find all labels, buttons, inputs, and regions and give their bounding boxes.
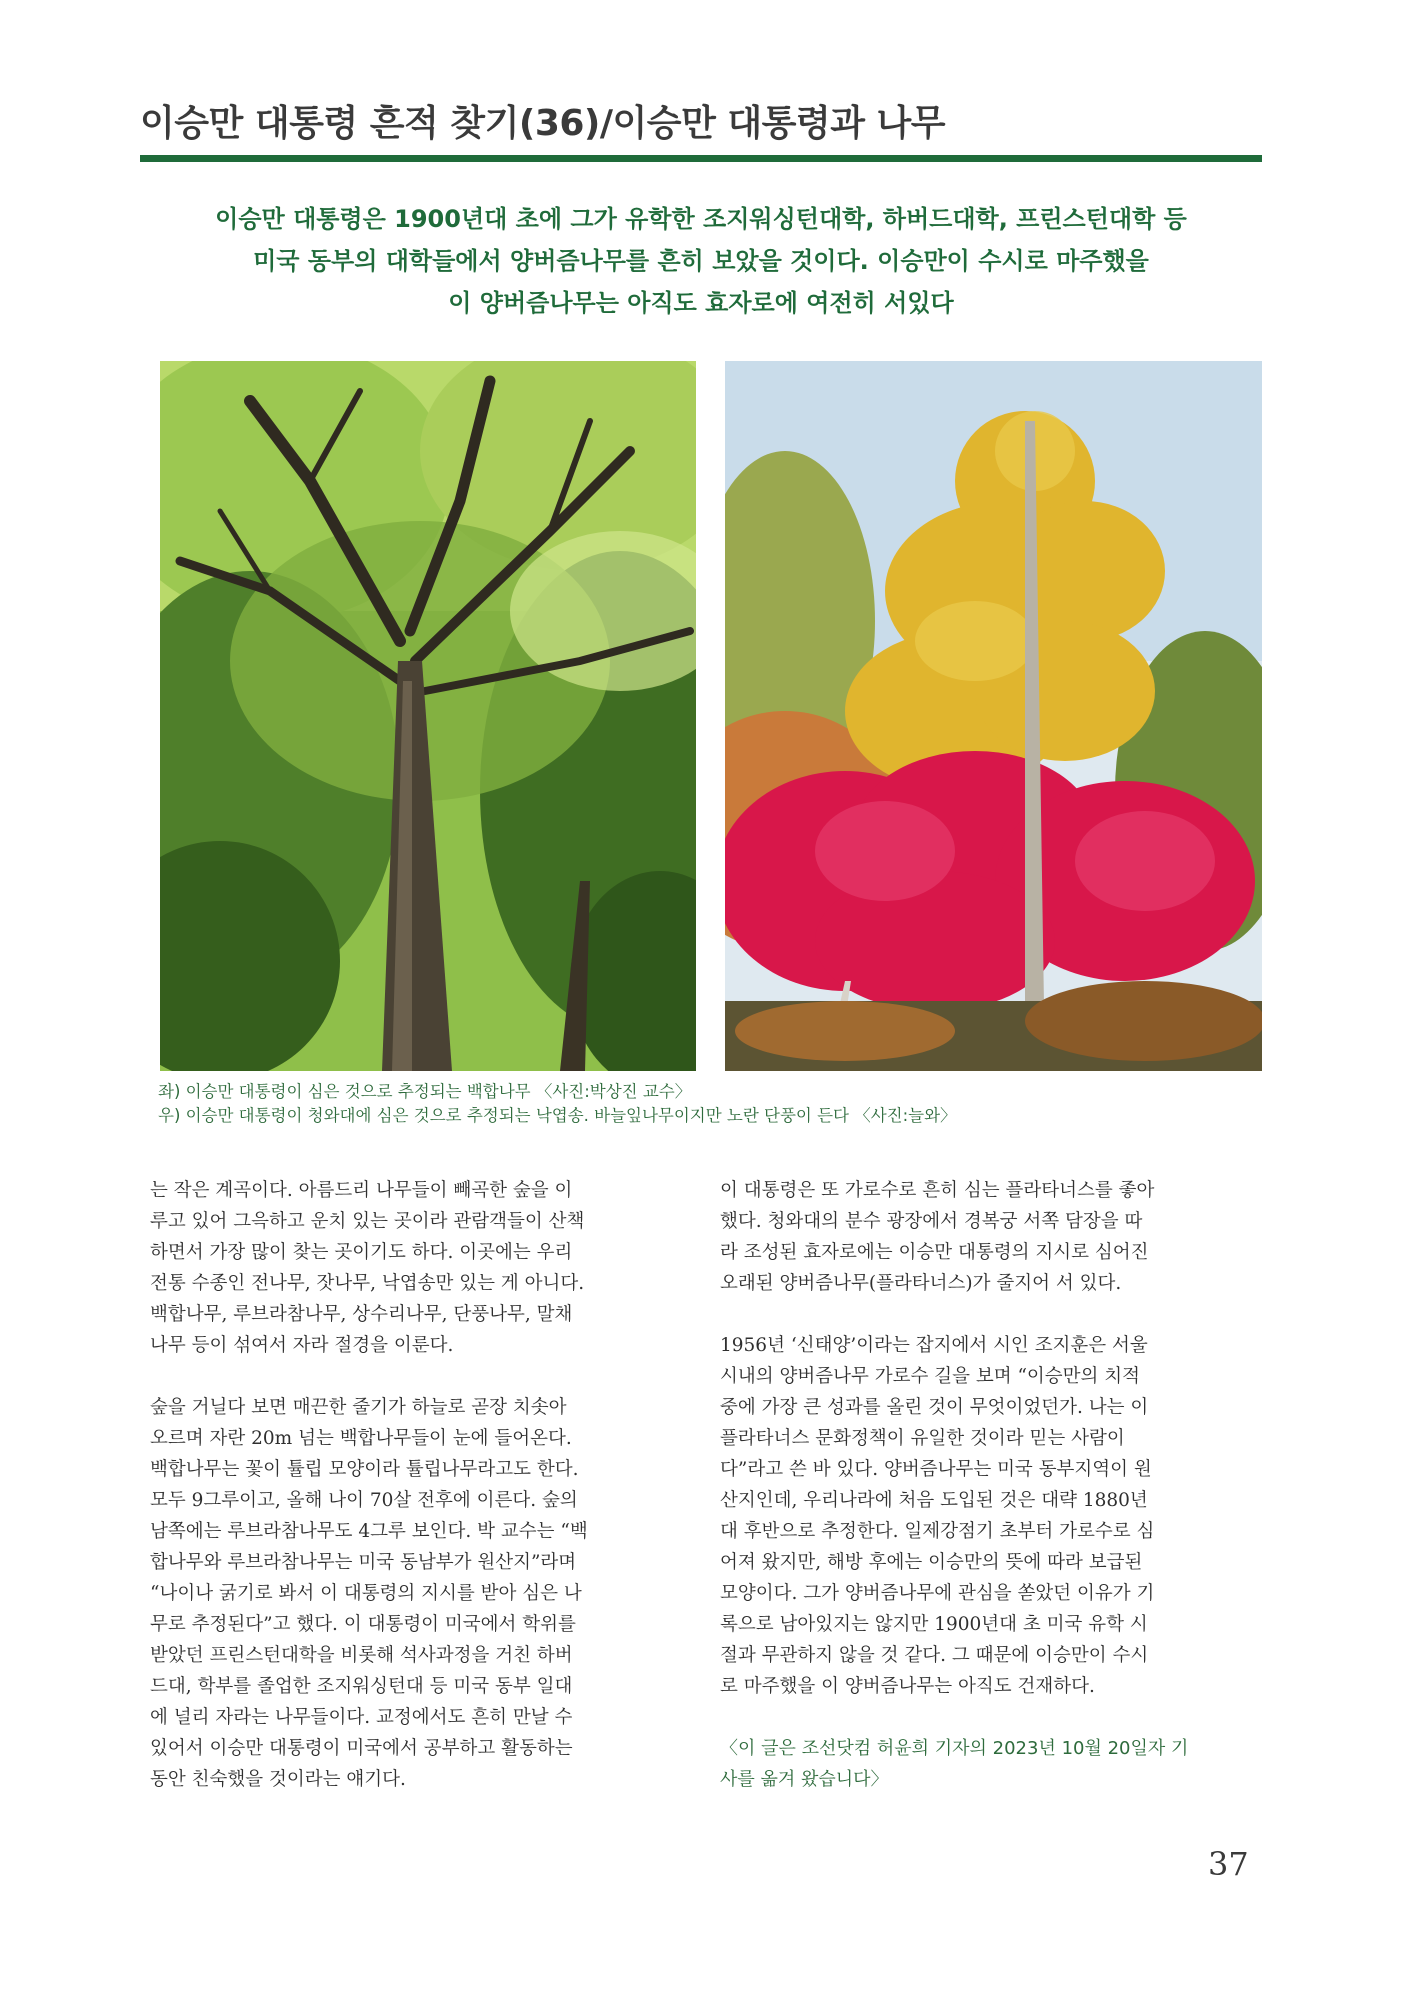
- caption-left: 좌) 이승만 대통령이 심은 것으로 추정되는 백합나무 〈사진:박상진 교수〉: [158, 1082, 692, 1101]
- photo-tulip-tree: [160, 361, 696, 1071]
- text-line: 대 후반으로 추정한다. 일제강점기 초부터 가로수로 심: [720, 1521, 1155, 1542]
- text-line: 합나무와 루브라참나무는 미국 동남부가 원산지”라며: [150, 1552, 577, 1573]
- text-line: 드대, 학부를 졸업한 조지워싱턴대 등 미국 동부 일대: [150, 1676, 573, 1697]
- text-line: 있어서 이승만 대통령이 미국에서 공부하고 활동하는: [150, 1738, 573, 1759]
- text-line: 로 마주했을 이 양버즘나무는 아직도 건재하다.: [720, 1676, 1095, 1697]
- text-line: 에 널리 자라는 나무들이다. 교정에서도 흔히 만날 수: [150, 1707, 573, 1728]
- text-line: 록으로 남아있지는 않지만 1900년대 초 미국 유학 시: [720, 1614, 1148, 1635]
- text-line: 다”라고 쓴 바 있다. 양버즘나무는 미국 동부지역이 원: [720, 1459, 1152, 1480]
- paragraph: [150, 1392, 695, 1795]
- page-title: 이승만 대통령 흔적 찾기(36)/이승만 대통령과 나무: [140, 103, 946, 144]
- text-line: 전통 수종인 전나무, 잣나무, 낙엽송만 있는 게 아니다.: [150, 1273, 585, 1294]
- text-line: 받았던 프린스턴대학을 비롯해 석사과정을 거친 하버: [150, 1645, 573, 1666]
- text-line: 는 작은 계곡이다. 아름드리 나무들이 빼곡한 숲을 이: [150, 1180, 573, 1201]
- caption-right: 우) 이승만 대통령이 청와대에 심은 것으로 추정되는 낙엽송. 바늘잎나무이지만 노란 단풍이 든다 〈사진:늘와〉: [158, 1106, 957, 1125]
- text-line: 플라타너스 문화정책이 유일한 것이라 믿는 사람이: [720, 1428, 1125, 1449]
- lead-line: 이승만 대통령은 1900년대 초에 그가 유학한 조지워싱턴대학, 하버드대학, 프린스턴대학 등: [215, 205, 1187, 233]
- lead-line: 미국 동부의 대학들에서 양버즘나무를 흔히 보았을 것이다. 이승만이 수시로 마주했을: [253, 247, 1149, 275]
- photo-larch-tree: [725, 361, 1262, 1071]
- text-line: 남쪽에는 루브라참나무도 4그루 보인다. 박 교수는 “백: [150, 1521, 588, 1542]
- text-line: 모두 9그루이고, 올해 나이 70살 전후에 이른다. 숲의: [150, 1490, 578, 1511]
- lead-line: 이 양버즘나무는 아직도 효자로에 여전히 서있다: [448, 289, 954, 317]
- text-line: 백합나무는 꽃이 튤립 모양이라 튤립나무라고도 한다.: [150, 1459, 579, 1480]
- note-line: 〈이 글은 조선닷컴 허윤희 기자의 2023년 10월 20일자 기: [720, 1738, 1189, 1759]
- article-column-right: [720, 1175, 1268, 1826]
- text-line: 나무 등이 섞여서 자라 절경을 이룬다.: [150, 1335, 454, 1356]
- header-divider: [140, 155, 1262, 162]
- text-line: 오래된 양버즘나무(플라타너스)가 줄지어 서 있다.: [720, 1273, 1122, 1294]
- text-line: 무로 추정된다”고 했다. 이 대통령이 미국에서 학위를: [150, 1614, 576, 1635]
- text-line: 모양이다. 그가 양버즘나무에 관심을 쏟았던 이유가 기: [720, 1583, 1155, 1604]
- text-line: 숲을 거닐다 보면 매끈한 줄기가 하늘로 곧장 치솟아: [150, 1397, 567, 1418]
- text-line: 중에 가장 큰 성과를 올린 것이 무엇이었던가. 나는 이: [720, 1397, 1149, 1418]
- paragraph: [720, 1175, 1268, 1299]
- text-line: 시내의 양버즘나무 가로수 길을 보며 “이승만의 치적: [720, 1366, 1141, 1387]
- text-line: 어져 왔지만, 해방 후에는 이승만의 뜻에 따라 보급된: [720, 1552, 1143, 1573]
- text-line: 동안 친숙했을 것이라는 얘기다.: [150, 1769, 406, 1790]
- text-line: 라 조성된 효자로에는 이승만 대통령의 지시로 심어진: [720, 1242, 1149, 1263]
- article-column-left: [150, 1175, 695, 1826]
- source-note: [720, 1733, 1268, 1795]
- paragraph: [720, 1330, 1268, 1702]
- text-line: 절과 무관하지 않을 것 같다. 그 때문에 이승만이 수시: [720, 1645, 1149, 1666]
- text-line: “나이나 굵기로 봐서 이 대통령의 지시를 받아 심은 나: [150, 1583, 582, 1604]
- text-line: 오르며 자란 20m 넘는 백합나무들이 눈에 들어온다.: [150, 1428, 572, 1449]
- page-number: 37: [1208, 1845, 1249, 1883]
- text-line: 1956년 ‘신태양’이라는 잡지에서 시인 조지훈은 서울: [720, 1335, 1148, 1356]
- text-line: 이 대통령은 또 가로수로 흔히 심는 플라타너스를 좋아: [720, 1180, 1155, 1201]
- paragraph: [150, 1175, 695, 1361]
- photo-captions: [158, 1080, 1268, 1128]
- lead-summary: [140, 198, 1262, 324]
- note-line: 사를 옮겨 왔습니다〉: [720, 1769, 889, 1790]
- text-line: 루고 있어 그윽하고 운치 있는 곳이라 관람객들이 산책: [150, 1211, 585, 1232]
- text-line: 했다. 청와대의 분수 광장에서 경복궁 서쪽 담장을 따: [720, 1211, 1143, 1232]
- text-line: 산지인데, 우리나라에 처음 도입된 것은 대략 1880년: [720, 1490, 1148, 1511]
- text-line: 하면서 가장 많이 찾는 곳이기도 하다. 이곳에는 우리: [150, 1242, 573, 1263]
- page-header: [140, 98, 1262, 150]
- text-line: 백합나무, 루브라참나무, 상수리나무, 단풍나무, 말채: [150, 1304, 573, 1325]
